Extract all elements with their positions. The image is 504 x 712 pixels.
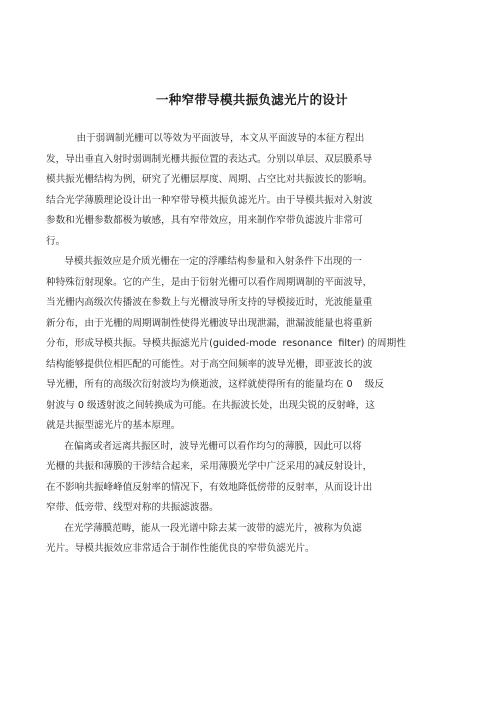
body-line: 导光栅，所有的高级次衍射波均为倏逝波，这样就使得所有的能量均在 0 级反 [46,379,384,390]
body-line: 光片。导模共振效应非常适合于制作性能优良的窄带负滤光片。 [46,543,315,554]
body-line: 射波与 0 级透射波之间转换成为可能。在共振波长处，出现尖锐的反射峰，这 [46,399,375,411]
body-line: 由于弱调制光栅可以等效为平面波导，本文从平面波导的本征方程出 [46,133,365,144]
body-line: 种特殊衍射现象。它的产生，是由于衍射光栅可以看作周期调制的平面波导， [46,276,373,288]
body-line: 结合光学薄膜理论设计出一种窄带导模共振负滤光片。由于导模共振对入射波 [46,194,373,206]
body-line: 模共振光栅结构为例，研究了光栅层厚度、周期、占空比对共振波长的影响。 [46,174,373,185]
body-line: 光栅的共振和薄膜的干涉结合起来，采用薄膜光学中广泛采用的减反射设计， [46,461,373,472]
body-line: 在不影响共振峰峰值反射率的情况下，有效地降低傍带的反射率，从而设计出 [46,481,373,493]
body-line: 就是共振型滤光片的基本原理。 [46,420,181,431]
body-line: 导模共振效应是介质光栅在一定的浮雕结构参量和入射条件下出现的一 [46,256,362,267]
body-line: 结构能够提供位相匹配的可能性。对于高空间频率的波导光栅，即亚波长的波 [46,358,373,370]
document-title: 一种窄带导模共振负滤光片的设计 [155,92,348,107]
body-line: 发，导出垂直入射时弱调制光栅共振位置的表达式。分别以单层、双层膜系导 [46,153,373,165]
body-line: 行。 [46,235,66,247]
body-line: 新分布，由于光栅的周期调制性使得光栅波导出现泄漏，泄漏波能量也将重新 [46,317,373,329]
body-line: 在偏离或者远离共振区时，波导光栅可以看作均匀的薄膜，因此可以将 [46,440,362,452]
body-line: 分布，形成导模共振。导模共振滤光片(guided-mode resonance filter) 的周期性 [46,338,406,349]
body-line: 当光栅内高级次传播波在参数上与光栅波导所支持的导模接近时，光波能量重 [46,297,373,308]
body-line: 在光学薄膜范畴，能从一段光谱中除去某一波带的滤光片，被称为负滤 [46,522,362,534]
document-body [46,129,458,560]
body-line: 参数和光栅参数都极为敏感，具有窄带效应，用来制作窄带负滤波片非常可 [46,215,363,226]
body-line: 窄带、低旁带、线型对称的共振滤波器。 [46,502,219,513]
